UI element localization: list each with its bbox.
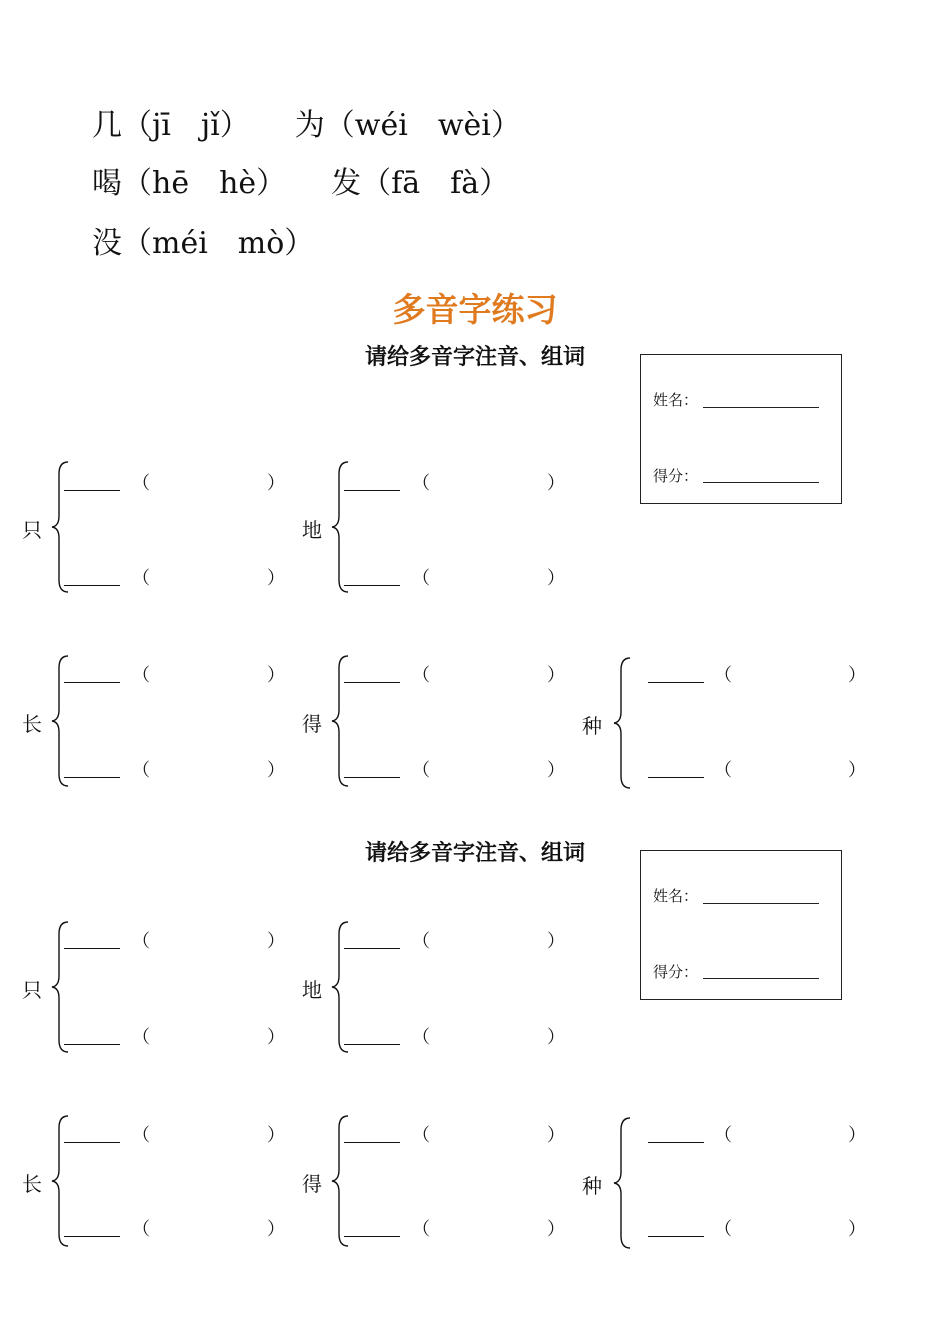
paren-close: ） (547, 473, 565, 494)
paren-close: ） (267, 1125, 285, 1146)
paren-close: ） (848, 665, 866, 686)
poly-char: 得 (302, 712, 322, 736)
char-group (302, 654, 582, 788)
paren-open: （ (132, 568, 150, 589)
score-field[interactable] (703, 978, 819, 979)
paren-open: （ (714, 1219, 732, 1240)
poly-char: 长 (22, 1172, 42, 1196)
poly-char: 只 (22, 518, 42, 542)
paren-close: ） (848, 1125, 866, 1146)
section-1-info-box (640, 354, 842, 504)
paren-close: ） (547, 1125, 565, 1146)
pinyin-line-1: 几（jī jǐ） 为（wéi wèi） (92, 108, 521, 143)
paren-open: （ (714, 1125, 732, 1146)
word-blank[interactable] (344, 777, 400, 778)
score-field[interactable] (703, 482, 819, 483)
brace-icon (330, 460, 350, 594)
paren-open: （ (714, 760, 732, 781)
poly-char: 地 (302, 978, 322, 1002)
paren-open: （ (412, 760, 430, 781)
paren-open: （ (132, 1125, 150, 1146)
brace-icon (50, 460, 70, 594)
paren-open: （ (412, 473, 430, 494)
paren-close: ） (267, 1027, 285, 1048)
char-group (22, 920, 302, 1054)
paren-open: （ (714, 665, 732, 686)
paren-close: ） (267, 473, 285, 494)
section-2-subtitle: 请给多音字注音、组词 (364, 841, 585, 866)
word-blank[interactable] (344, 682, 400, 683)
word-blank[interactable] (64, 1142, 120, 1143)
brace-icon (330, 920, 350, 1054)
word-blank[interactable] (344, 1236, 400, 1237)
paren-close: ） (267, 665, 285, 686)
paren-close: ） (547, 760, 565, 781)
paren-open: （ (132, 931, 150, 952)
brace-icon (50, 920, 70, 1054)
word-blank[interactable] (344, 585, 400, 586)
poly-char: 种 (582, 714, 602, 738)
name-field[interactable] (703, 903, 819, 904)
name-label: 姓名： (653, 391, 699, 409)
paren-close: ） (267, 760, 285, 781)
word-blank[interactable] (344, 490, 400, 491)
section-2-info-box (640, 850, 842, 1000)
char-group (22, 654, 302, 788)
word-blank[interactable] (64, 948, 120, 949)
pinyin-line-2: 喝（hē hè） 发（fā fà） (92, 166, 510, 201)
word-blank[interactable] (648, 682, 704, 683)
brace-icon (50, 654, 70, 788)
brace-icon (330, 1114, 350, 1248)
paren-open: （ (412, 1125, 430, 1146)
paren-close: ） (267, 1219, 285, 1240)
char-group (582, 656, 866, 790)
word-blank[interactable] (64, 585, 120, 586)
paren-open: （ (412, 1219, 430, 1240)
poly-char: 只 (22, 978, 42, 1002)
name-label: 姓名： (653, 887, 699, 905)
paren-open: （ (412, 665, 430, 686)
char-group (302, 920, 582, 1054)
paren-close: ） (848, 1219, 866, 1240)
poly-char: 种 (582, 1174, 602, 1198)
word-blank[interactable] (648, 1236, 704, 1237)
paren-close: ） (267, 568, 285, 589)
word-blank[interactable] (648, 1142, 704, 1143)
brace-icon (612, 1116, 632, 1250)
paren-close: ） (267, 931, 285, 952)
word-blank[interactable] (64, 682, 120, 683)
paren-close: ） (547, 1219, 565, 1240)
poly-char: 得 (302, 1172, 322, 1196)
paren-close: ） (547, 568, 565, 589)
pinyin-line-3: 没（méi mò） (92, 226, 315, 261)
section-1-subtitle: 请给多音字注音、组词 (364, 345, 585, 370)
word-blank[interactable] (64, 1236, 120, 1237)
paren-open: （ (412, 568, 430, 589)
score-label: 得分： (653, 467, 699, 485)
paren-close: ） (547, 1027, 565, 1048)
word-blank[interactable] (648, 777, 704, 778)
poly-char: 地 (302, 518, 322, 542)
paren-open: （ (412, 931, 430, 952)
name-field[interactable] (703, 407, 819, 408)
char-group (582, 1116, 866, 1250)
char-group (302, 460, 582, 594)
word-blank[interactable] (344, 948, 400, 949)
paren-open: （ (132, 473, 150, 494)
page-title: 多音字练习 (392, 290, 558, 329)
char-group (22, 1114, 302, 1248)
word-blank[interactable] (344, 1142, 400, 1143)
brace-icon (50, 1114, 70, 1248)
word-blank[interactable] (64, 490, 120, 491)
paren-open: （ (132, 1027, 150, 1048)
word-blank[interactable] (64, 1044, 120, 1045)
score-label: 得分： (653, 963, 699, 981)
brace-icon (330, 654, 350, 788)
char-group (22, 460, 302, 594)
word-blank[interactable] (344, 1044, 400, 1045)
word-blank[interactable] (64, 777, 120, 778)
paren-open: （ (132, 1219, 150, 1240)
paren-close: ） (848, 760, 866, 781)
paren-open: （ (132, 760, 150, 781)
paren-open: （ (132, 665, 150, 686)
brace-icon (612, 656, 632, 790)
paren-close: ） (547, 931, 565, 952)
char-group (302, 1114, 582, 1248)
paren-open: （ (412, 1027, 430, 1048)
paren-close: ） (547, 665, 565, 686)
poly-char: 长 (22, 712, 42, 736)
